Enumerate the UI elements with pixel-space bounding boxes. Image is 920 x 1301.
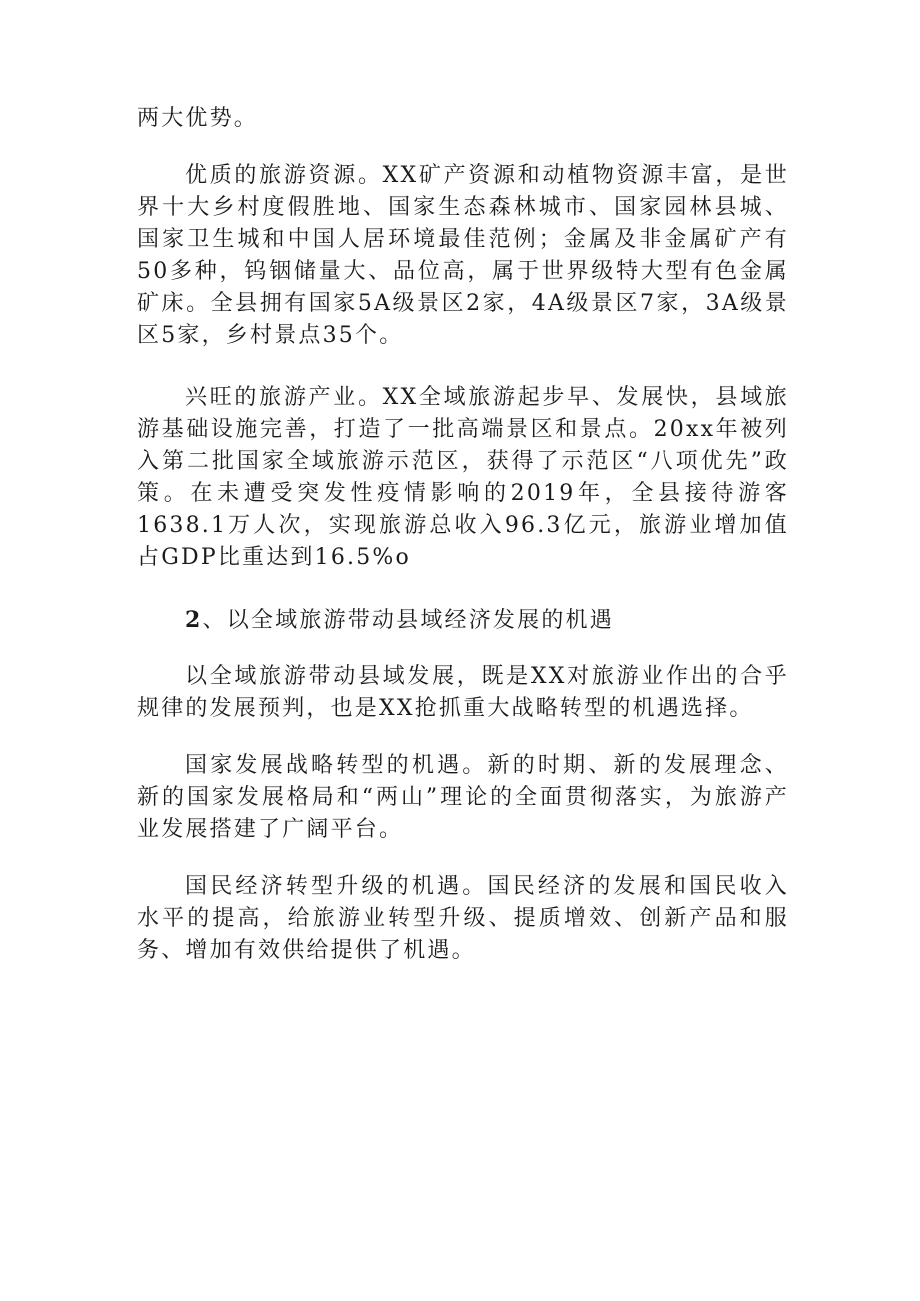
paragraph-county-development: 以全域旅游带动县域发展，既是XX对旅游业作出的合乎规律的发展预判，也是XX抢抓重大战略转型的机遇选择。 (137, 664, 789, 721)
paragraph-tourism-resources: 优质的旅游资源。XX矿产资源和动植物资源丰富，是世界十大乡村度假胜地、国家生态森林城市、国家园林县城、国家卫生城和中国人居环境最佳范例；金属及非金属矿产有50多种，钨铟储量大、品位高，属于世界级特大型有色金属矿床。全县拥有国家5A级景区2家，4A级景区7家，3A级景区5家，乡村景点35个。 (137, 163, 789, 348)
section-number: 2 (185, 607, 203, 633)
section-heading (137, 604, 789, 637)
document-body (137, 103, 789, 967)
paragraph-national-strategy: 国家发展战略转型的机遇。新的时期、新的发展理念、新的国家发展格局和“两山”理论的全面贯彻落实，为旅游产业发展搭建了广阔平台。 (137, 753, 789, 842)
paragraph-tourism-industry: 兴旺的旅游产业。XX全域旅游起步早、发展快，县域旅游基础设施完善，打造了一批高端景区和景点。20xx年被列入第二批国家全域旅游示范区，获得了示范区“八项优先”政策。在未遭受突发性疫情影响的2019年，全县接待游客1638.1万人次，实现旅游总收入96.3亿元，旅游业增加值占GDP比重达到16.5%o (137, 385, 789, 570)
paragraph-continuation: 两大优势。 (137, 106, 259, 131)
paragraph-economic-upgrade: 国民经济转型升级的机遇。国民经济的发展和国民收入水平的提高，给旅游业转型升级、提质增效、创新产品和服务、增加有效供给提供了机遇。 (137, 874, 789, 963)
section-title: 、以全域旅游带动县域经济发展的机遇 (202, 608, 614, 633)
